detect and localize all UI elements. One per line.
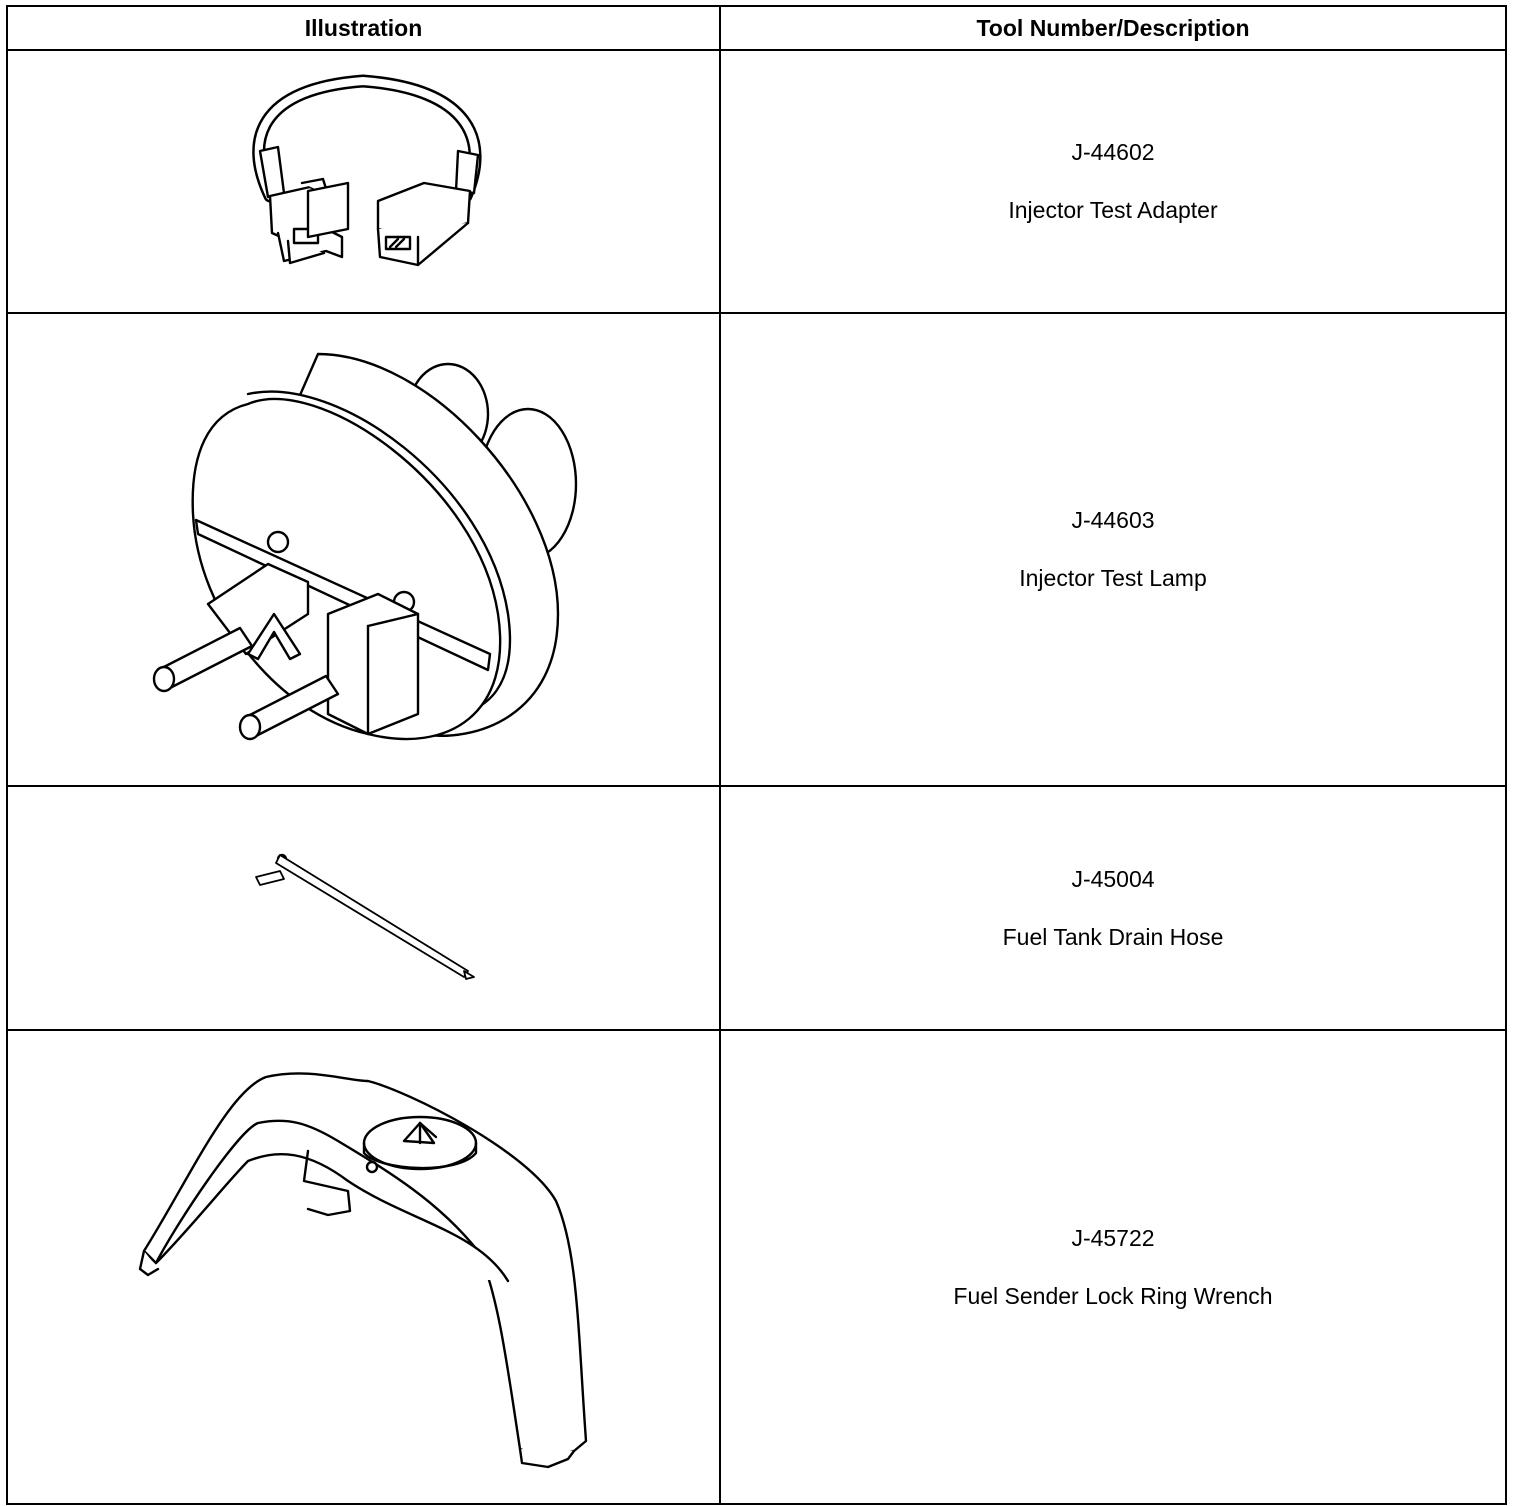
tool-number: J-44603 (1071, 507, 1155, 533)
tool-description: Injector Test Lamp (1019, 565, 1207, 591)
illustration-cell (7, 1030, 720, 1504)
injector-test-lamp-icon (8, 314, 721, 785)
tool-description: Fuel Tank Drain Hose (1002, 923, 1224, 950)
illustration-cell (7, 50, 720, 313)
illustration-header: Illustration (7, 6, 720, 50)
illustration-cell (7, 786, 720, 1030)
table-row (7, 1030, 1506, 1504)
tool-description-cell (720, 1030, 1506, 1504)
lock-ring-wrench-icon (8, 1031, 721, 1503)
tool-number: J-45722 (1071, 1224, 1155, 1251)
table-header-row (7, 6, 1506, 50)
tool-number: J-45004 (1071, 865, 1155, 892)
table-row (7, 313, 1506, 786)
tool-number: J-44602 (1071, 139, 1155, 165)
illustration-cell (7, 313, 720, 786)
tool-description-cell (720, 50, 1506, 313)
tool-description-cell (720, 313, 1506, 786)
special-tools-table (6, 5, 1507, 1505)
injector-test-adapter-icon (8, 51, 721, 312)
tool-header: Tool Number/Description (720, 6, 1506, 50)
tool-description-cell (720, 786, 1506, 1030)
tool-description: Fuel Sender Lock Ring Wrench (953, 1282, 1273, 1309)
table-row (7, 50, 1506, 313)
tool-description: Injector Test Adapter (1008, 197, 1218, 223)
table-row (7, 786, 1506, 1030)
fuel-tank-drain-hose-icon (8, 787, 721, 1029)
